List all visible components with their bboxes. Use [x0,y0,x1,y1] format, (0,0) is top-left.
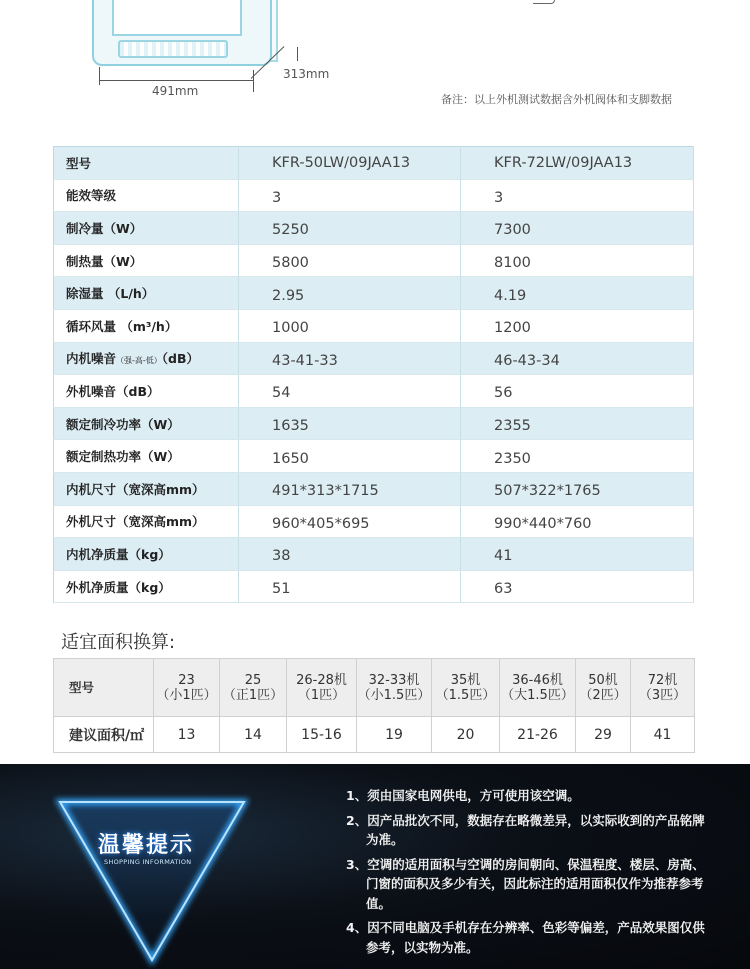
area-size-cell: 20 [432,717,500,753]
area-model-capacity: （1匹） [297,687,346,703]
area-size-cell: 19 [357,717,432,753]
area-section-title: 适宜面积换算: [61,632,176,653]
spec-header-model-2: KFR-72LW/09JAA13 [461,147,694,180]
spec-row [54,472,694,505]
area-model-capacity: （正1匹） [222,687,284,703]
spec-row-label [54,538,239,571]
dimension-diagram [0,0,750,140]
spec-value-model-2: 1200 [461,309,694,342]
spec-row-label [54,309,239,342]
spec-value-model-1: 5800 [239,244,461,277]
spec-row [54,375,694,408]
spec-value-model-1: 1650 [239,440,461,473]
area-model-code: 32-33机 [368,672,420,688]
spec-row-label [54,179,239,212]
spec-label-text: 能效等级 [66,188,117,204]
spec-label-unit: （dB） [161,351,200,367]
area-size-cell: 29 [576,717,631,753]
area-model-code: 50机 [588,672,618,688]
spec-header-model-1: KFR-50LW/09JAA13 [239,147,461,180]
spec-row [54,277,694,310]
spec-label-text: 额定制冷功率（W） [66,416,180,432]
area-model-code: 72机 [647,672,678,688]
spec-value-model-2: 2350 [461,440,694,473]
spec-row [54,570,694,603]
spec-value-model-1: 1000 [239,309,461,342]
area-model-cell [631,659,695,717]
spec-row [54,440,694,473]
area-model-code: 26-28机 [296,672,347,688]
tips-title: 温馨提示 [98,833,195,858]
area-model-capacity: （1.5匹） [435,687,496,703]
spec-row-label [54,440,239,473]
area-size-cell: 21-26 [500,717,576,753]
spec-value-model-2: 7300 [461,212,694,245]
spec-label-text: 制热量（W） [66,253,143,269]
spec-row-label [54,244,239,277]
spec-value-model-1: 960*405*695 [239,505,461,538]
spec-value-model-2: 2355 [461,407,694,440]
area-model-cell [357,659,432,717]
spec-value-model-1: 1635 [239,407,461,440]
area-size-cell: 41 [631,717,695,753]
spec-value-model-1: 2.95 [239,277,461,310]
spec-value-model-1: 3 [239,179,461,212]
spec-label-text: 内机净质量（kg） [66,546,171,562]
spec-row [54,407,694,440]
glowing-triangle-icon [52,790,252,969]
spec-label-text: 额定制热功率（W） [66,449,180,465]
area-size-cell: 15-16 [287,717,357,753]
width-label: 491mm [152,84,199,98]
spec-row [54,244,694,277]
spec-value-model-2: 8100 [461,244,694,277]
area-model-cell [500,659,576,717]
dimension-tick [297,47,298,61]
tips-banner [0,764,750,969]
area-table [53,658,695,753]
area-model-cell [287,659,357,717]
spec-row-label [54,212,239,245]
spec-row [54,309,694,342]
depth-label: 313mm [283,67,330,81]
spec-row-label [54,342,239,375]
area-model-code: 36-46机 [512,672,563,688]
area-model-capacity: （小1匹） [156,687,217,703]
spec-value-model-1: 38 [239,538,461,571]
spec-row-label [54,570,239,603]
spec-label-text: 除湿量 （L/h） [66,286,155,302]
unit-panel-illustration [112,0,242,36]
spec-row [54,505,694,538]
spec-value-model-1: 54 [239,375,461,408]
spec-row-label [54,505,239,538]
area-model-code: 25 [244,672,262,688]
area-model-capacity: （小1.5匹） [357,687,431,703]
spec-label-text: 内机噪音 [66,351,117,367]
spec-label-text: 内机尺寸（宽深高mm） [66,481,205,497]
spec-row [54,538,694,571]
data-note: 备注：以上外机测试数据含外机阀体和支脚数据 [441,93,672,106]
spec-table [53,146,694,603]
spec-value-model-2: 3 [461,179,694,212]
area-size-row [54,717,695,753]
spec-row-label [54,375,239,408]
tip-item: 2、因产品批次不同，数据存在略微差异，以实际收到的产品铭牌为准。 [346,812,705,847]
spec-value-model-1: 43-41-33 [239,342,461,375]
spec-value-model-2: 41 [461,538,694,571]
area-model-capacity: （3匹） [638,687,687,703]
area-model-capacity: （大1.5匹） [501,687,574,703]
area-model-capacity: （2匹） [579,687,627,703]
area-model-cell [432,659,500,717]
spec-label-text: 外机噪音（dB） [66,383,160,399]
spec-label-text: 制冷量（W） [66,220,143,236]
spec-value-model-2: 990*440*760 [461,505,694,538]
width-dimension-line [99,80,253,81]
spec-label-text: 外机尺寸（宽深高mm） [66,514,205,530]
spec-value-model-2: 4.19 [461,277,694,310]
area-size-label: 建议面积/㎡ [54,717,154,753]
area-model-code: 23 [178,672,195,688]
spec-row [54,212,694,245]
spec-value-model-1: 491*313*1715 [239,472,461,505]
spec-header-label: 型号 [54,147,239,180]
spec-value-model-2: 56 [461,375,694,408]
area-model-cell [154,659,220,717]
tip-item: 4、因不同电脑及手机存在分辨率、色彩等偏差，产品效果图仅供参考，以实物为准。 [346,920,705,955]
area-size-cell: 13 [154,717,220,753]
spec-value-model-1: 5250 [239,212,461,245]
spec-label-note: （强-高-低） [116,356,162,366]
spec-value-model-2: 507*322*1765 [461,472,694,505]
spec-label-text: 循环风量 （m³/h） [66,318,178,334]
spec-row-label [54,472,239,505]
area-size-cell: 14 [220,717,287,753]
tips-subtitle: SHOPPING INFORMATION [104,858,192,866]
tips-list [346,786,716,962]
spec-row-label [54,277,239,310]
tip-item: 3、空调的适用面积与空调的房间朝向、保温程度、楼层、房高、门窗的面积及多少有关，因此标注的适用面积仅作为推荐参考值。 [346,856,705,911]
area-model-cell [576,659,631,717]
area-model-code: 35机 [450,672,481,688]
spec-row [54,342,694,375]
spec-header-row [54,147,694,180]
area-model-cell [220,659,287,717]
tip-item: 1、须由国家电网供电，方可使用该空调。 [346,788,580,803]
area-model-row [54,659,695,717]
area-model-label: 型号 [54,659,154,717]
spec-row [54,179,694,212]
spec-value-model-2: 46-43-34 [461,342,694,375]
spec-row-label [54,407,239,440]
dimension-tick [99,67,100,85]
spec-value-model-2: 63 [461,570,694,603]
spec-value-model-1: 51 [239,570,461,603]
spec-label-text: 外机净质量（kg） [66,579,171,595]
cropped-illustration [533,0,555,4]
unit-grill-illustration [118,40,228,58]
